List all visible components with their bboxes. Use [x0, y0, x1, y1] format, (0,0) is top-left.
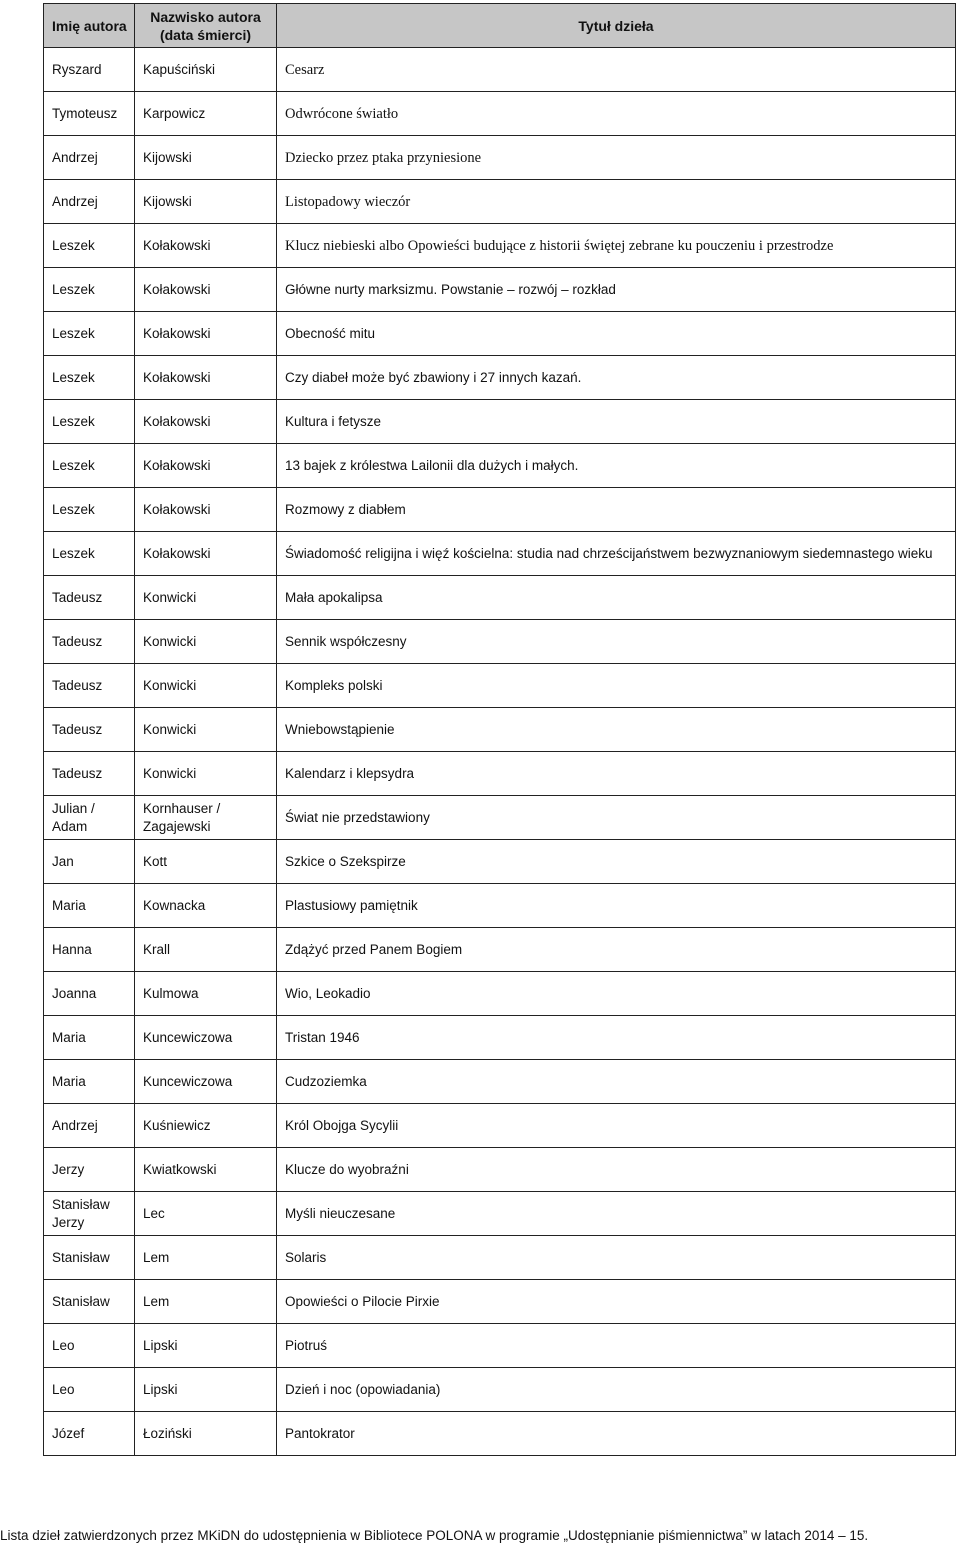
table-row — [44, 1324, 956, 1368]
author-first-name: Joanna — [44, 972, 135, 1016]
work-title: Opowieści o Pilocie Pirxie — [277, 1280, 956, 1324]
work-title: Zdążyć przed Panem Bogiem — [277, 928, 956, 972]
author-first-name: Andrzej — [44, 1104, 135, 1148]
author-first-name: Hanna — [44, 928, 135, 972]
work-title: Pantokrator — [277, 1412, 956, 1456]
work-title: Listopadowy wieczór — [277, 180, 956, 224]
table-row — [44, 1060, 956, 1104]
author-last-name: Kołakowski — [135, 444, 277, 488]
author-last-name: Lem — [135, 1280, 277, 1324]
author-first-name: Jerzy — [44, 1148, 135, 1192]
table-row — [44, 488, 956, 532]
author-first-name: Maria — [44, 884, 135, 928]
author-first-name: Leszek — [44, 312, 135, 356]
table-row — [44, 928, 956, 972]
author-last-name: Kołakowski — [135, 312, 277, 356]
author-first-name: Tymoteusz — [44, 92, 135, 136]
author-last-name: Kołakowski — [135, 356, 277, 400]
author-last-name: Kołakowski — [135, 224, 277, 268]
author-last-name: Kołakowski — [135, 488, 277, 532]
author-first-name: Leszek — [44, 268, 135, 312]
work-title: Tristan 1946 — [277, 1016, 956, 1060]
table-header-row — [44, 4, 956, 48]
author-last-name: Konwicki — [135, 576, 277, 620]
work-title: Klucz niebieski albo Opowieści budujące z historii świętej zebrane ku pouczeniu i przestrodze — [277, 224, 956, 268]
author-first-name: Jan — [44, 840, 135, 884]
work-title: Dzień i noc (opowiadania) — [277, 1368, 956, 1412]
author-first-name: Józef — [44, 1412, 135, 1456]
author-last-name: Kornhauser / Zagajewski — [135, 796, 277, 840]
table-row — [44, 1148, 956, 1192]
author-first-name: Tadeusz — [44, 708, 135, 752]
table-row — [44, 180, 956, 224]
table-row — [44, 400, 956, 444]
header-last-name: Nazwisko autora (data śmierci) — [135, 4, 277, 48]
author-first-name: Tadeusz — [44, 620, 135, 664]
table-body — [44, 48, 956, 1456]
author-last-name: Kapuściński — [135, 48, 277, 92]
work-title: Król Obojga Sycylii — [277, 1104, 956, 1148]
table-row — [44, 356, 956, 400]
work-title: Odwrócone światło — [277, 92, 956, 136]
table-row — [44, 1236, 956, 1280]
author-first-name: Leszek — [44, 400, 135, 444]
work-title: Świat nie przedstawiony — [277, 796, 956, 840]
table-row — [44, 92, 956, 136]
work-title: Klucze do wyobraźni — [277, 1148, 956, 1192]
work-title: Myśli nieuczesane — [277, 1192, 956, 1236]
author-first-name: Leo — [44, 1324, 135, 1368]
work-title: Szkice o Szekspirze — [277, 840, 956, 884]
work-title: Cesarz — [277, 48, 956, 92]
author-first-name: Leszek — [44, 444, 135, 488]
author-first-name: Stanisław Jerzy — [44, 1192, 135, 1236]
author-first-name: Ryszard — [44, 48, 135, 92]
author-last-name: Kołakowski — [135, 400, 277, 444]
author-last-name: Konwicki — [135, 708, 277, 752]
author-first-name: Tadeusz — [44, 752, 135, 796]
table-row — [44, 136, 956, 180]
author-last-name: Kulmowa — [135, 972, 277, 1016]
author-first-name: Tadeusz — [44, 576, 135, 620]
author-last-name: Kuśniewicz — [135, 1104, 277, 1148]
header-first-name: Imię autora — [44, 4, 135, 48]
author-first-name: Maria — [44, 1016, 135, 1060]
work-title: Obecność mitu — [277, 312, 956, 356]
author-first-name: Leszek — [44, 356, 135, 400]
work-title: Rozmowy z diabłem — [277, 488, 956, 532]
work-title: Sennik współczesny — [277, 620, 956, 664]
table-row — [44, 884, 956, 928]
author-last-name: Kuncewiczowa — [135, 1060, 277, 1104]
table-row — [44, 1016, 956, 1060]
table-row — [44, 972, 956, 1016]
author-last-name: Lipski — [135, 1368, 277, 1412]
author-first-name: Andrzej — [44, 136, 135, 180]
author-last-name: Konwicki — [135, 664, 277, 708]
table-row — [44, 532, 956, 576]
author-first-name: Leszek — [44, 532, 135, 576]
work-title: 13 bajek z królestwa Lailonii dla dużych i małych. — [277, 444, 956, 488]
table-row — [44, 268, 956, 312]
table-row — [44, 1368, 956, 1412]
work-title: Cudzoziemka — [277, 1060, 956, 1104]
work-title: Główne nurty marksizmu. Powstanie – rozwój – rozkład — [277, 268, 956, 312]
author-first-name: Leszek — [44, 224, 135, 268]
author-last-name: Konwicki — [135, 620, 277, 664]
author-last-name: Kołakowski — [135, 268, 277, 312]
work-title: Czy diabeł może być zbawiony i 27 innych kazań. — [277, 356, 956, 400]
author-last-name: Lipski — [135, 1324, 277, 1368]
table-row — [44, 840, 956, 884]
table-row — [44, 224, 956, 268]
author-last-name: Kownacka — [135, 884, 277, 928]
table-row — [44, 752, 956, 796]
author-last-name: Lem — [135, 1236, 277, 1280]
work-title: Dziecko przez ptaka przyniesione — [277, 136, 956, 180]
work-title: Mała apokalipsa — [277, 576, 956, 620]
table-row — [44, 664, 956, 708]
table-row — [44, 444, 956, 488]
work-title: Kultura i fetysze — [277, 400, 956, 444]
work-title: Wio, Leokadio — [277, 972, 956, 1016]
author-first-name: Leszek — [44, 488, 135, 532]
author-first-name: Andrzej — [44, 180, 135, 224]
author-last-name: Kijowski — [135, 180, 277, 224]
table-row — [44, 1192, 956, 1236]
footer-note: Lista dzieł zatwierdzonych przez MKiDN do udostępnienia w Bibliotece POLONA w programie „Udostępnianie piśmiennictwa” w latach 2014 – 15. — [0, 1528, 869, 1543]
table-row — [44, 48, 956, 92]
author-last-name: Krall — [135, 928, 277, 972]
table-row — [44, 1412, 956, 1456]
author-first-name: Stanisław — [44, 1280, 135, 1324]
work-title: Piotruś — [277, 1324, 956, 1368]
table-row — [44, 1280, 956, 1324]
author-last-name: Łoziński — [135, 1412, 277, 1456]
work-title: Solaris — [277, 1236, 956, 1280]
work-title: Świadomość religijna i więź kościelna: studia nad chrześcijaństwem bezwyznaniowym siedemnastego wieku — [277, 532, 956, 576]
work-title: Kompleks polski — [277, 664, 956, 708]
author-first-name: Tadeusz — [44, 664, 135, 708]
table-row — [44, 620, 956, 664]
table-row — [44, 796, 956, 840]
table-row — [44, 1104, 956, 1148]
author-first-name: Maria — [44, 1060, 135, 1104]
author-last-name: Kuncewiczowa — [135, 1016, 277, 1060]
author-first-name: Stanisław — [44, 1236, 135, 1280]
author-last-name: Kijowski — [135, 136, 277, 180]
work-title: Plastusiowy pamiętnik — [277, 884, 956, 928]
author-first-name: Julian / Adam — [44, 796, 135, 840]
author-first-name: Leo — [44, 1368, 135, 1412]
author-last-name: Kott — [135, 840, 277, 884]
table-row — [44, 708, 956, 752]
author-last-name: Konwicki — [135, 752, 277, 796]
header-title: Tytuł dzieła — [277, 4, 956, 48]
author-last-name: Lec — [135, 1192, 277, 1236]
author-last-name: Karpowicz — [135, 92, 277, 136]
table-row — [44, 312, 956, 356]
work-title: Wniebowstąpienie — [277, 708, 956, 752]
works-table — [43, 3, 956, 1456]
table-row — [44, 576, 956, 620]
work-title: Kalendarz i klepsydra — [277, 752, 956, 796]
author-last-name: Kołakowski — [135, 532, 277, 576]
author-last-name: Kwiatkowski — [135, 1148, 277, 1192]
